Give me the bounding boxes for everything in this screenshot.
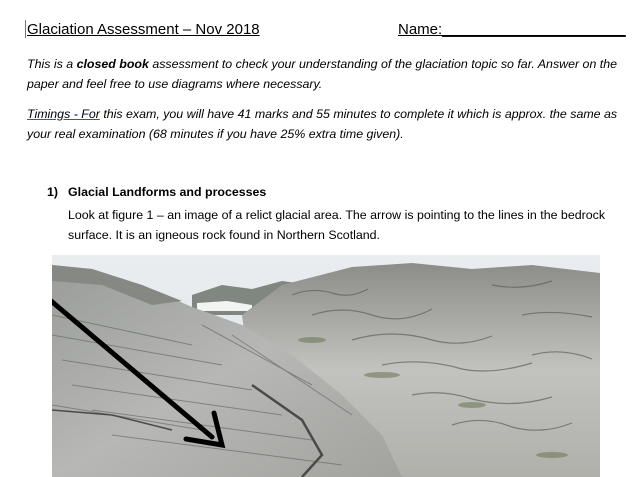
question-body: Look at figure 1 – an image of a relict glacial area. The arrow is pointing to the lines in the bedrock surface. It is an igneous rock found in Northern Scotland. [68,208,606,242]
name-field-label: Name:______________________ [398,21,626,38]
intro-bold-text: closed book [76,57,149,71]
question-number: 1) [47,185,59,199]
question-title: Glacial Landforms and processes [68,185,267,199]
header-row [27,21,626,41]
document-title: Glaciation Assessment – Nov 2018 [27,21,260,38]
intro-text-2: assessment to check your understanding of the glaciation topic so far. Answer on the paper and feel free to use diagrams where necessary. [27,57,617,91]
glacial-bedrock-image [52,255,600,477]
intro-paragraph [27,54,627,94]
intro-text-1: This is a [27,57,77,71]
timings-paragraph [27,104,627,144]
figure-1-photo [52,255,600,477]
timings-text: this exam, you will have 41 marks and 55 minutes to complete it which is approx. the same as your real examination (68 minutes if you have 25% extra time given). [27,107,618,141]
text-cursor [25,20,26,38]
timings-label: Timings - For [27,107,100,121]
